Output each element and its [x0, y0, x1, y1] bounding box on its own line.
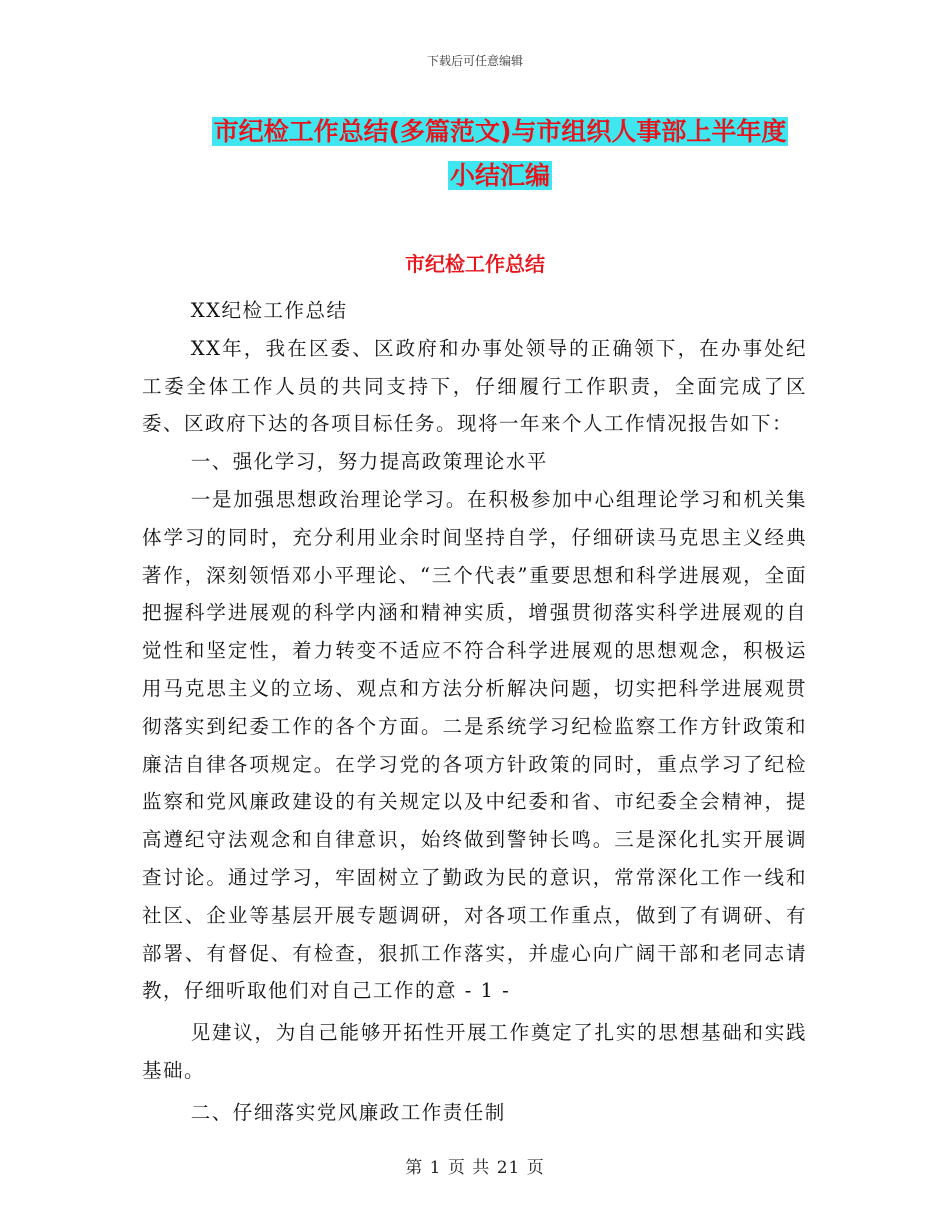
page-number: 第 1 页 共 21 页 — [405, 1158, 545, 1178]
document-title — [195, 110, 805, 198]
paragraph-subtitle: XX纪检工作总结 — [190, 299, 348, 322]
header-note: 下载后可任意编辑 — [426, 54, 523, 68]
section-title: 市纪检工作总结 — [405, 252, 545, 276]
heading-section-1: 一、强化学习，努力提高政策理论水平 — [190, 450, 548, 474]
document-body — [142, 292, 807, 1132]
paragraph-continuation: 见建议，为自己能够开拓性开展工作奠定了扎实的思想基础和实践基础。 — [142, 1021, 807, 1082]
heading-section-2: 二、仔细落实党风廉政工作责任制 — [190, 1100, 506, 1124]
title-line-1: 市纪检工作总结(多篇范文)与市组织人事部上半年度 — [213, 117, 787, 146]
paragraph-study: 一是加强思想政治理论学习。在积极参加中心组理论学习和机关集体学习的同时，充分利用业余时间坚持自学，仔细研读马克思主义经典著作，深刻领悟邓小平理论、“三个代表”重要思想和科学进展观，全面把握科学进展观的科学内涵和精神实质，增强贯彻落实科学进展观的自觉性和坚定性，着力转变不适应不符合科学进展观的思想观念，积极运用马克思主义的立场、观点和方法分析解决问题，切实把科学进展观贯彻落实到纪委工作的各个方面。二是系统学习纪检监察工作方针政策和廉洁自律各项规定。在学习党的各项方针政策的同时，重点学习了纪检监察和党风廉政建设的有关规定以及中纪委和省、市纪委全会精神，提高遵纪守法观念和自律意识，始终做到警钟长鸣。三是深化扎实开展调查讨论。通过学习，牢固树立了勤政为民的意识，常常深化工作一线和社区、企业等基层开展专题调研，对各项工作重点，做到了有调研、有部署、有督促、有检查，狠抓工作落实，并虚心向广阔干部和老同志请教，仔细听取他们对自己工作的意 - 1 - — [142, 487, 807, 1003]
title-line-2: 小结汇编 — [449, 161, 550, 190]
paragraph-intro: XX年，我在区委、区政府和办事处领导的正确领下，在办事处纪工委全体工作人员的共同支持下，仔细履行工作职责，全面完成了区委、区政府下达的各项目标任务。现将一年来个人工作情况报告如下： — [142, 336, 807, 436]
